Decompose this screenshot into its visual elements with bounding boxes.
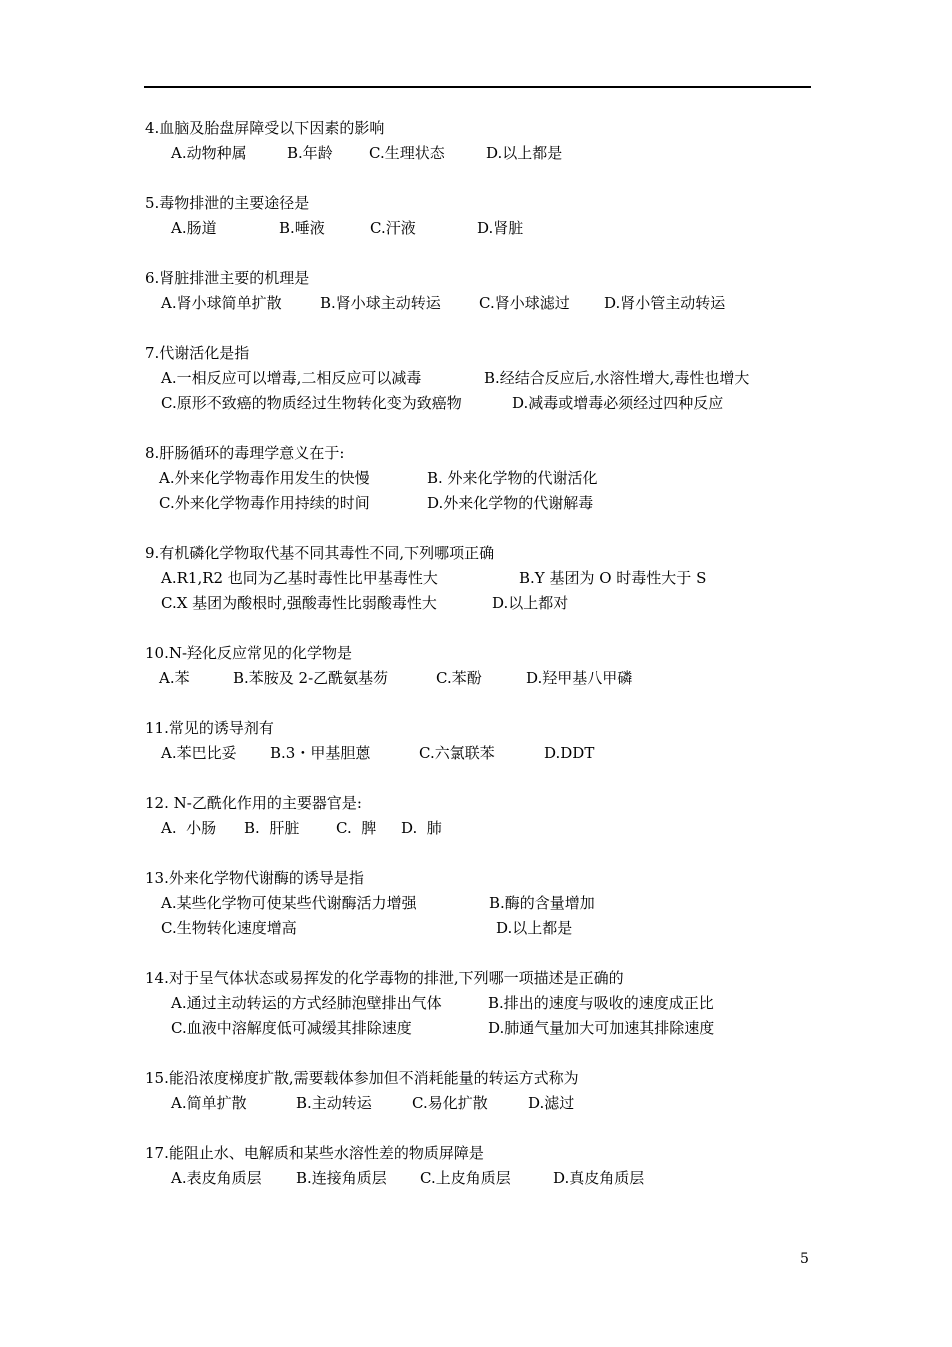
- question-4-option-a: A.动物种属: [171, 144, 247, 162]
- question-10-option-b: B.苯胺及 2-乙酰氨基芴: [233, 669, 389, 687]
- question-11-option-d: D.DDT: [544, 744, 595, 762]
- header-rule: [144, 86, 811, 88]
- question-9-option-a: A.R1,R2 也同为乙基时毒性比甲基毒性大: [161, 569, 438, 587]
- question-5-text: 5.毒物排泄的主要途径是: [145, 194, 310, 212]
- question-9-option-b: B.Y 基团为 O 时毒性大于 S: [519, 569, 707, 587]
- question-7-text: 7.代谢活化是指: [145, 344, 250, 362]
- question-12-option-d: D. 肺: [401, 819, 442, 837]
- question-15-text: 15.能沿浓度梯度扩散,需要载体参加但不消耗能量的转运方式称为: [145, 1069, 579, 1087]
- question-14-option-b: B.排出的速度与吸收的速度成正比: [488, 994, 714, 1012]
- question-17-text: 17.能阻止水、电解质和某些水溶性差的物质屏障是: [145, 1144, 484, 1162]
- question-6-option-d: D.肾小管主动转运: [604, 294, 726, 312]
- question-10-option-d: D.羟甲基八甲磷: [526, 669, 633, 687]
- question-7-option-b: B.经结合反应后,水溶性增大,毒性也增大: [484, 369, 750, 387]
- question-6-option-b: B.肾小球主动转运: [320, 294, 441, 312]
- question-7-option-a: A.一相反应可以增毒,二相反应可以减毒: [161, 369, 422, 387]
- question-6-text: 6.肾脏排泄主要的机理是: [145, 269, 310, 287]
- question-13-option-a: A.某些化学物可使某些代谢酶活力增强: [161, 894, 417, 912]
- question-12-option-b: B. 肝脏: [244, 819, 300, 837]
- question-4-option-c: C.生理状态: [369, 144, 445, 162]
- question-4-text: 4.血脑及胎盘屏障受以下因素的影响: [145, 119, 385, 137]
- question-8-option-d: D.外来化学物的代谢解毒: [427, 494, 594, 512]
- question-14-text: 14.对于呈气体状态或易挥发的化学毒物的排泄,下列哪一项描述是正确的: [145, 969, 624, 987]
- question-12-option-c: C. 脾: [336, 819, 377, 837]
- question-11-text: 11.常见的诱导剂有: [145, 719, 274, 737]
- question-8-option-c: C.外来化学物毒作用持续的时间: [159, 494, 370, 512]
- question-10-option-a: A.苯: [159, 669, 190, 687]
- question-9-text: 9.有机磷化学物取代基不同其毒性不同,下列哪项正确: [145, 544, 495, 562]
- question-5-option-a: A.肠道: [171, 219, 217, 237]
- question-9-option-d: D.以上都对: [492, 594, 569, 612]
- question-11-option-a: A.苯巴比妥: [161, 744, 237, 762]
- question-8-text: 8.肝肠循环的毒理学意义在于:: [145, 444, 345, 462]
- question-17-option-a: A.表皮角质层: [171, 1169, 262, 1187]
- question-14-option-d: D.肺通气量加大可加速其排除速度: [488, 1019, 715, 1037]
- question-5-option-b: B.唾液: [279, 219, 325, 237]
- question-15-option-d: D.滤过: [528, 1094, 575, 1112]
- question-10-option-c: C.苯酚: [436, 669, 482, 687]
- question-7-option-c: C.原形不致癌的物质经过生物转化变为致癌物: [161, 394, 462, 412]
- question-13-option-b: B.酶的含量增加: [489, 894, 595, 912]
- question-15-option-c: C.易化扩散: [412, 1094, 488, 1112]
- question-8-option-a: A.外来化学物毒作用发生的快慢: [159, 469, 370, 487]
- question-17-option-d: D.真皮角质层: [553, 1169, 645, 1187]
- question-12-option-a: A. 小肠: [161, 819, 217, 837]
- question-11-option-c: C.六氯联苯: [419, 744, 495, 762]
- question-8-option-b: B. 外来化学物的代谢活化: [427, 469, 598, 487]
- question-4-option-d: D.以上都是: [486, 144, 563, 162]
- question-9-option-c: C.X 基团为酸根时,强酸毒性比弱酸毒性大: [161, 594, 437, 612]
- question-10-text: 10.N-羟化反应常见的化学物是: [145, 644, 353, 662]
- question-5-option-d: D.肾脏: [477, 219, 524, 237]
- question-5-option-c: C.汗液: [370, 219, 416, 237]
- question-15-option-a: A.简单扩散: [171, 1094, 247, 1112]
- question-14-option-a: A.通过主动转运的方式经肺泡壁排出气体: [171, 994, 442, 1012]
- question-14-option-c: C.血液中溶解度低可减缓其排除速度: [171, 1019, 412, 1037]
- question-13-option-d: D.以上都是: [496, 919, 573, 937]
- page-number: 5: [800, 1251, 809, 1267]
- question-12-text: 12. N-乙酰化作用的主要器官是:: [145, 794, 362, 812]
- question-15-option-b: B.主动转运: [296, 1094, 372, 1112]
- question-17-option-b: B.连接角质层: [296, 1169, 387, 1187]
- question-6-option-a: A.肾小球简单扩散: [161, 294, 282, 312]
- question-7-option-d: D.减毒或增毒必须经过四种反应: [512, 394, 724, 412]
- question-13-text: 13.外来化学物代谢酶的诱导是指: [145, 869, 364, 887]
- question-4-option-b: B.年龄: [287, 144, 333, 162]
- question-13-option-c: C.生物转化速度增高: [161, 919, 297, 937]
- question-17-option-c: C.上皮角质层: [420, 1169, 511, 1187]
- question-6-option-c: C.肾小球滤过: [479, 294, 570, 312]
- question-11-option-b: B.3・甲基胆蒽: [270, 744, 371, 762]
